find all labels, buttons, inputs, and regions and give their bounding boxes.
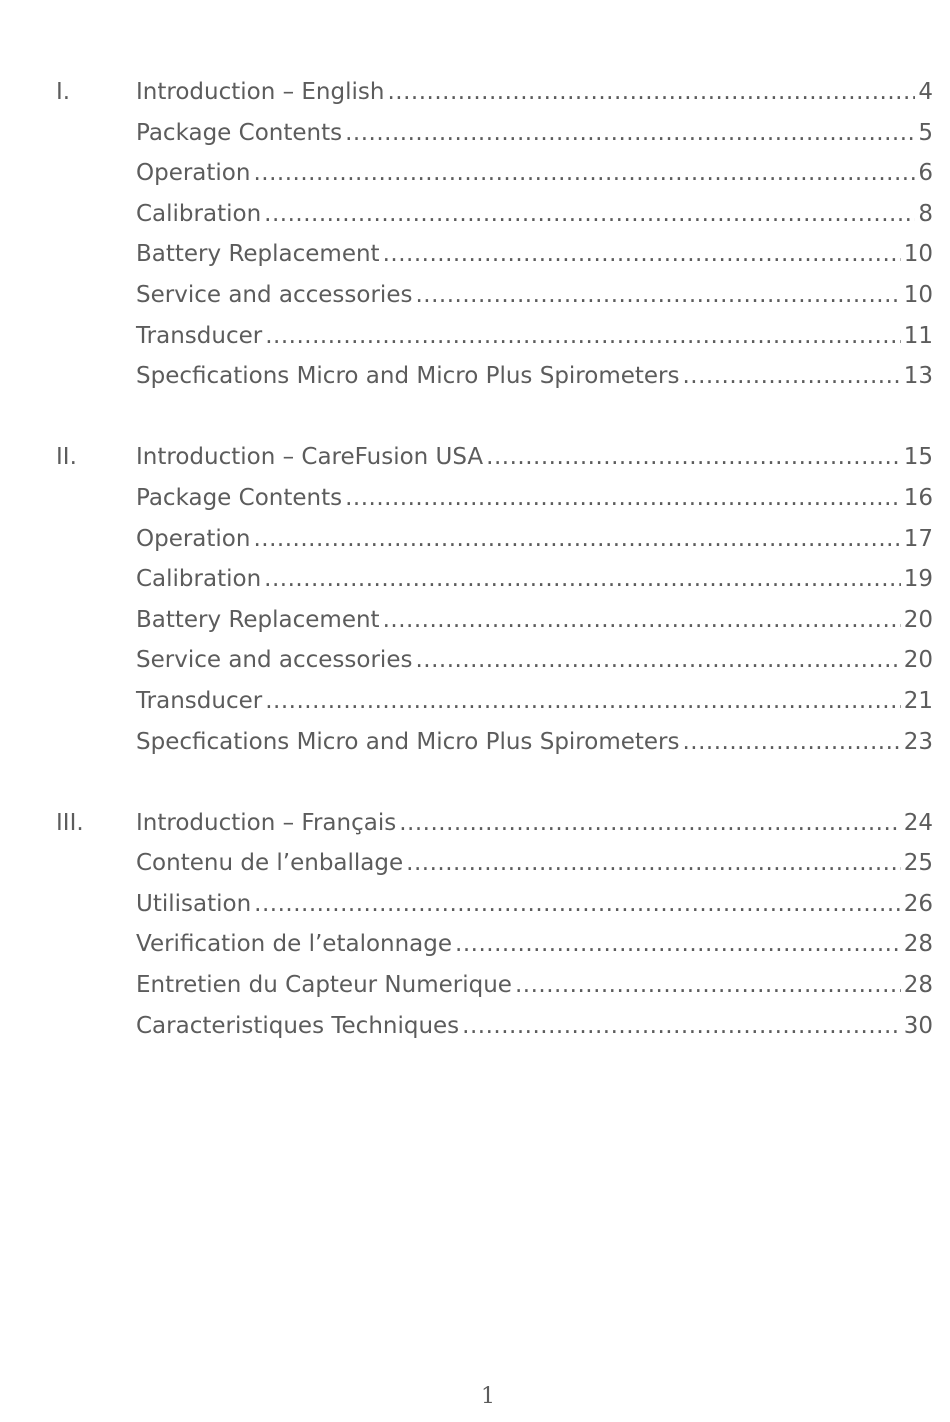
entry-title: Introduction – English — [136, 79, 385, 105]
entry-page-number: 24 — [903, 809, 933, 836]
toc-entry[interactable] — [56, 604, 933, 645]
entry-page-number: 26 — [903, 890, 933, 917]
entry-page-number: 4 — [918, 79, 933, 105]
dot-leader — [415, 644, 900, 676]
entry-title: Caracteristiques Techniques — [136, 1012, 460, 1039]
entry-title: Operation — [136, 525, 251, 552]
entry-page-number: 10 — [903, 241, 933, 268]
dot-leader — [265, 320, 901, 352]
entry-title: Specfications Micro and Micro Plus Spirometers — [136, 728, 680, 755]
dot-leader — [399, 807, 901, 839]
toc-entry[interactable] — [56, 117, 933, 158]
dot-leader — [387, 76, 915, 108]
dot-leader — [345, 117, 915, 149]
entry-page-number: 15 — [903, 444, 933, 471]
entry-title: Utilisation — [136, 890, 252, 917]
entry-title: Introduction – Français — [136, 809, 397, 836]
entry-title: Service and accessories — [136, 281, 413, 308]
dot-leader — [486, 441, 901, 473]
section-numeral: II. — [56, 444, 77, 471]
entry-title: Contenu de l’enballage — [136, 850, 404, 877]
entry-page-number: 17 — [903, 525, 933, 552]
entry-title: Transducer — [136, 687, 263, 714]
dot-leader — [253, 157, 915, 189]
entry-page-number: 21 — [903, 687, 933, 714]
entry-title: Verification de l’etalonnage — [136, 931, 453, 958]
toc-entry[interactable] — [56, 847, 933, 888]
toc-section-2 — [56, 441, 933, 766]
toc-entry[interactable] — [56, 441, 933, 482]
toc-section-3 — [56, 807, 933, 1051]
toc-entry[interactable] — [56, 969, 933, 1010]
toc-entry[interactable] — [56, 320, 933, 361]
toc-entry[interactable] — [56, 157, 933, 198]
dot-leader — [345, 482, 901, 514]
toc-entry[interactable] — [56, 76, 933, 117]
toc-entry[interactable] — [56, 360, 933, 401]
entry-page-number: 23 — [903, 728, 933, 755]
toc-entry[interactable] — [56, 928, 933, 969]
entry-page-number: 25 — [903, 850, 933, 877]
toc-entry[interactable] — [56, 726, 933, 767]
dot-leader — [264, 563, 901, 595]
section-numeral: III. — [56, 809, 84, 836]
toc-section-1 — [56, 76, 933, 401]
entry-page-number: 19 — [903, 566, 933, 593]
dot-leader — [515, 969, 901, 1001]
entry-title: Specfications Micro and Micro Plus Spirometers — [136, 363, 680, 390]
entry-title: Service and accessories — [136, 647, 413, 674]
entry-page-number: 30 — [903, 1012, 933, 1039]
entry-page-number: 11 — [903, 322, 933, 349]
entry-page-number: 28 — [903, 931, 933, 958]
entry-page-number: 16 — [903, 484, 933, 511]
entry-title: Calibration — [136, 200, 262, 227]
dot-leader — [383, 238, 901, 270]
entry-page-number: 10 — [903, 281, 933, 308]
toc-entry[interactable] — [56, 807, 933, 848]
dot-leader — [462, 1010, 901, 1042]
toc-entry[interactable] — [56, 888, 933, 929]
toc-entry[interactable] — [56, 1010, 933, 1051]
entry-title: Calibration — [136, 566, 262, 593]
entry-page-number: 6 — [918, 160, 933, 187]
dot-leader — [383, 604, 901, 636]
section-numeral: I. — [56, 79, 71, 105]
dot-leader — [264, 198, 915, 230]
dot-leader — [254, 888, 901, 920]
entry-page-number: 8 — [918, 200, 933, 227]
entry-title: Battery Replacement — [136, 606, 380, 633]
toc-entry[interactable] — [56, 523, 933, 564]
dot-leader — [415, 279, 900, 311]
dot-leader — [253, 523, 900, 555]
dot-leader — [406, 847, 901, 879]
toc-entry[interactable] — [56, 685, 933, 726]
entry-page-number: 28 — [903, 972, 933, 999]
toc-entry[interactable] — [56, 279, 933, 320]
entry-page-number: 20 — [903, 647, 933, 674]
page-number: 1 — [481, 1384, 495, 1409]
dot-leader — [683, 726, 901, 758]
dot-leader — [265, 685, 901, 717]
dot-leader — [683, 360, 901, 392]
toc-entry[interactable] — [56, 238, 933, 279]
toc-entry[interactable] — [56, 482, 933, 523]
toc-entry[interactable] — [56, 563, 933, 604]
toc-entry[interactable] — [56, 198, 933, 239]
table-of-contents — [56, 76, 933, 1091]
entry-title: Package Contents — [136, 484, 343, 511]
dot-leader — [455, 928, 901, 960]
entry-title: Package Contents — [136, 119, 343, 146]
entry-page-number: 13 — [903, 363, 933, 390]
entry-page-number: 20 — [903, 606, 933, 633]
entry-title: Transducer — [136, 322, 263, 349]
toc-entry[interactable] — [56, 644, 933, 685]
entry-title: Introduction – CareFusion USA — [136, 444, 484, 471]
entry-page-number: 5 — [918, 119, 933, 146]
entry-title: Entretien du Capteur Numerique — [136, 972, 512, 999]
entry-title: Operation — [136, 160, 251, 187]
entry-title: Battery Replacement — [136, 241, 380, 268]
